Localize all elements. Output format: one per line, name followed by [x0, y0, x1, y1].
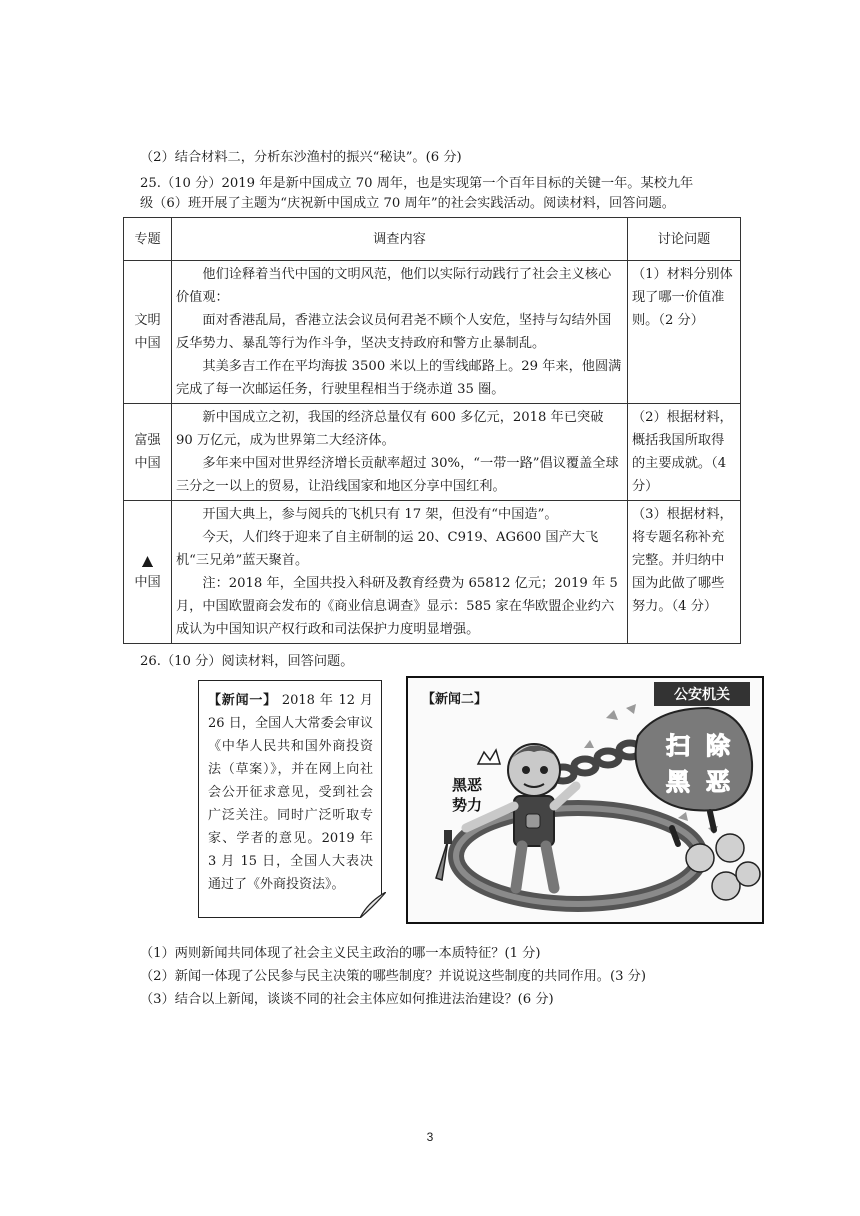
news2-title: 【新闻二】 — [422, 692, 488, 707]
crackdown-cartoon-image — [408, 678, 762, 922]
q26-intro: 26.（10 分）阅读材料，回答问题。 — [140, 654, 354, 669]
gang-label: 势力 — [452, 796, 483, 814]
q26-question-1: （1）两则新闻共同体现了社会主义民主政治的哪一本质特征？(1 分) — [140, 946, 541, 961]
question-cell: （2）根据材料，概括我国所取得的主要成就。（4 分） — [628, 404, 741, 501]
topic-cell — [124, 261, 172, 404]
survey-table — [123, 217, 741, 644]
topic-text: 文明 — [134, 313, 161, 328]
content-cell — [172, 501, 628, 644]
content-paragraph: 今天，人们终于迎来了自主研制的运 20、C919、AG600 国产大飞机“三兄弟”蓝天聚首。 — [176, 530, 599, 568]
page-number: 3 — [426, 1130, 434, 1144]
content-paragraph: 开国大典上，参与阅兵的飞机只有 17 架，但没有“中国造”。 — [202, 507, 558, 522]
header-topic: 专题 — [124, 218, 172, 261]
fist-character: 除 — [706, 732, 730, 760]
content-paragraph: 面对香港乱局，香港立法会议员何君尧不顾个人安危，坚持与勾结外国反华势力、暴乱等行为作斗争，坚决支持政府和警方止暴制乱。 — [176, 313, 612, 351]
topic-text: 中国 — [134, 456, 161, 471]
topic-cell — [124, 501, 172, 644]
q26-question-2: （2）新闻一体现了公民参与民主决策的哪些制度？并说说这些制度的共同作用。(3 分) — [140, 969, 647, 984]
q26-question-3: （3）结合以上新闻，谈谈不同的社会主体应如何推进法治建设？(6 分) — [140, 992, 554, 1007]
table-row — [124, 261, 741, 404]
content-paragraph: 多年来中国对世界经济增长贡献率超过 30%，“一带一路”倡议覆盖全球三分之一以上的贸易，让沿线国家和地区分享中国红利。 — [176, 456, 619, 494]
q25-intro-line1: 25.（10 分）2019 年是新中国成立 70 周年，也是实现第一个百年目标的关键一年。某校九年 — [140, 176, 694, 191]
news1-title: 【新闻一】 — [208, 693, 277, 708]
content-paragraph: 他们诠释着当代中国的文明风范，他们以实际行动践行了社会主义核心价值观： — [176, 267, 612, 305]
header-question: 讨论问题 — [628, 218, 741, 261]
q25-intro-line2: 级（6）班开展了主题为“庆祝新中国成立 70 周年”的社会实践活动。阅读材料，回答问题。 — [140, 196, 675, 211]
content-paragraph: 其美多吉工作在平均海拔 3500 米以上的雪线邮路上。29 年来，他圆满完成了每一次邮运任务，行驶里程相当于绕赤道 35 圈。 — [176, 359, 622, 397]
topic-text: 中国 — [134, 336, 161, 351]
content-cell — [172, 404, 628, 501]
question-cell: （3）根据材料，将专题名称补充完整。并归纳中国为此做了哪些努力。（4 分） — [628, 501, 741, 644]
content-paragraph: 注：2018 年，全国共投入科研及教育经费为 65812 亿元；2019 年 5 月，中国欧盟商会发布的《商业信息调查》显示：585 家在华欧盟企业约六成认为中国知识产权行政和司法保护力度明显增强。 — [176, 576, 618, 637]
topic-text: 中国 — [134, 574, 161, 590]
fist-character: 黑 — [666, 768, 690, 796]
news2-cartoon — [406, 676, 764, 924]
fist-character: 恶 — [706, 768, 730, 796]
news1-box — [198, 680, 382, 918]
news1-text: 2018 年 12 月 26 日，全国人大常委会审议《中华人民共和国外商投资法（草案）》，并在网上向社会公开征求意见，受到社会广泛关注。同时广泛听取专家、学者的意见。2019 年 3 月 15 日，全国人大表决通过了《外商投资法》。 — [208, 693, 373, 892]
topic-text: 富强 — [134, 433, 161, 448]
page-curl-icon — [360, 892, 386, 918]
gang-label: 黑恶 — [452, 776, 483, 794]
topic-cell — [124, 404, 172, 501]
agency-label: 公安机关 — [674, 687, 730, 703]
table-header-row — [124, 218, 741, 261]
content-cell — [172, 261, 628, 404]
table-row — [124, 501, 741, 644]
content-paragraph: 新中国成立之初，我国的经济总量仅有 600 多亿元，2018 年已突破 90 万亿元，成为世界第二大经济体。 — [176, 410, 604, 448]
topic-blank-marker: ▲ — [142, 552, 153, 569]
question-cell: （1）材料分别体现了哪一价值准则。（2 分） — [628, 261, 741, 404]
table-row — [124, 404, 741, 501]
q24-part2: （2）结合材料二，分析东沙渔村的振兴“秘诀”。(6 分) — [140, 150, 462, 165]
fist-character: 扫 — [666, 732, 690, 760]
header-content: 调查内容 — [172, 218, 628, 261]
